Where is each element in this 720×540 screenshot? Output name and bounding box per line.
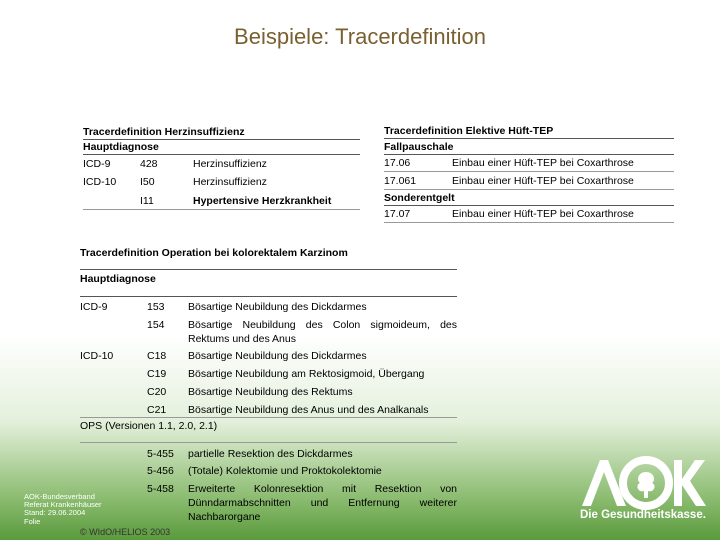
description: Herzinsuffizienz: [193, 158, 267, 170]
divider: [83, 139, 360, 140]
section-label: OPS (Versionen 1.1, 2.0, 2.1): [80, 420, 218, 432]
description: Bösartige Neubildung am Rektosigmoid, Übergang: [188, 368, 425, 380]
description: Hypertensive Herzkrankheit: [193, 195, 332, 207]
code: 154: [147, 319, 165, 331]
code: 17.061: [384, 175, 417, 187]
code-system: ICD-9: [80, 301, 108, 313]
footer-slide: Folie: [24, 517, 41, 526]
description: Einbau einer Hüft-TEP bei Coxarthrose: [452, 157, 634, 169]
code: 428: [140, 158, 158, 170]
code-system: ICD-9: [83, 158, 111, 170]
code: 5-455: [147, 448, 174, 460]
description: Bösartige Neubildung des Anus und des Analkanals: [188, 404, 429, 416]
divider: [384, 138, 674, 139]
description: Bösartige Neubildung des Rektums: [188, 386, 353, 398]
divider: [384, 189, 674, 190]
section-label: Hauptdiagnose: [80, 273, 156, 285]
code: I11: [140, 195, 154, 207]
code: 5-458: [147, 483, 174, 495]
section-label: Hauptdiagnose: [83, 141, 159, 153]
table-title: Tracerdefinition Herzinsuffizienz: [83, 126, 245, 138]
divider: [384, 154, 674, 155]
description: Einbau einer Hüft-TEP bei Coxarthrose: [452, 208, 634, 220]
slide-title: Beispiele: Tracerdefinition: [234, 24, 486, 49]
footer-org: AOK-Bundesverband: [24, 492, 95, 501]
code: C20: [147, 386, 167, 398]
footer-dept: Referat Krankenhäuser: [24, 500, 102, 509]
logo-tagline: Die Gesundheitskasse.: [580, 509, 706, 521]
divider: [83, 209, 360, 210]
description: partielle Resektion des Dickdarmes: [188, 448, 353, 460]
description: (Totale) Kolektomie und Proktokolektomie: [188, 465, 382, 477]
table-title: Tracerdefinition Operation bei kolorektalem Karzinom: [80, 247, 348, 259]
code: 153: [147, 301, 165, 313]
divider: [384, 222, 674, 223]
description: Bösartige Neubildung des Colon sigmoideum, des Rektums und des Anus: [188, 319, 457, 345]
divider: [384, 205, 674, 206]
divider: [384, 171, 674, 172]
divider: [83, 154, 360, 155]
description: Herzinsuffizienz: [193, 176, 267, 188]
divider: [80, 269, 457, 270]
footer-date: Stand: 29.06.2004: [24, 508, 86, 517]
code-system: ICD-10: [83, 176, 117, 188]
code: C18: [147, 350, 167, 362]
divider: [80, 442, 457, 443]
code: 17.06: [384, 157, 411, 169]
description: Bösartige Neubildung des Dickdarmes: [188, 301, 367, 313]
code: C19: [147, 368, 167, 380]
table-title: Tracerdefinition Elektive Hüft-TEP: [384, 125, 554, 137]
code: 17.07: [384, 208, 411, 220]
divider: [80, 296, 457, 297]
code: C21: [147, 404, 167, 416]
code: 5-456: [147, 465, 174, 477]
code: I50: [140, 176, 155, 188]
copyright: © WIdO/HELIOS 2003: [80, 527, 171, 537]
description: Erweiterte Kolonresektion mit Resektion von Dünndarmabschnitten und Entfernung weiterer Nachbarorgane: [188, 483, 457, 523]
divider: [80, 417, 457, 418]
description: Einbau einer Hüft-TEP bei Coxarthrose: [452, 175, 634, 187]
aok-logo-mark: [578, 452, 708, 512]
description: Bösartige Neubildung des Dickdarmes: [188, 350, 367, 362]
code-system: ICD-10: [80, 350, 114, 362]
section-label: Sonderentgelt: [384, 192, 455, 204]
section-label: Fallpauschale: [384, 141, 454, 153]
